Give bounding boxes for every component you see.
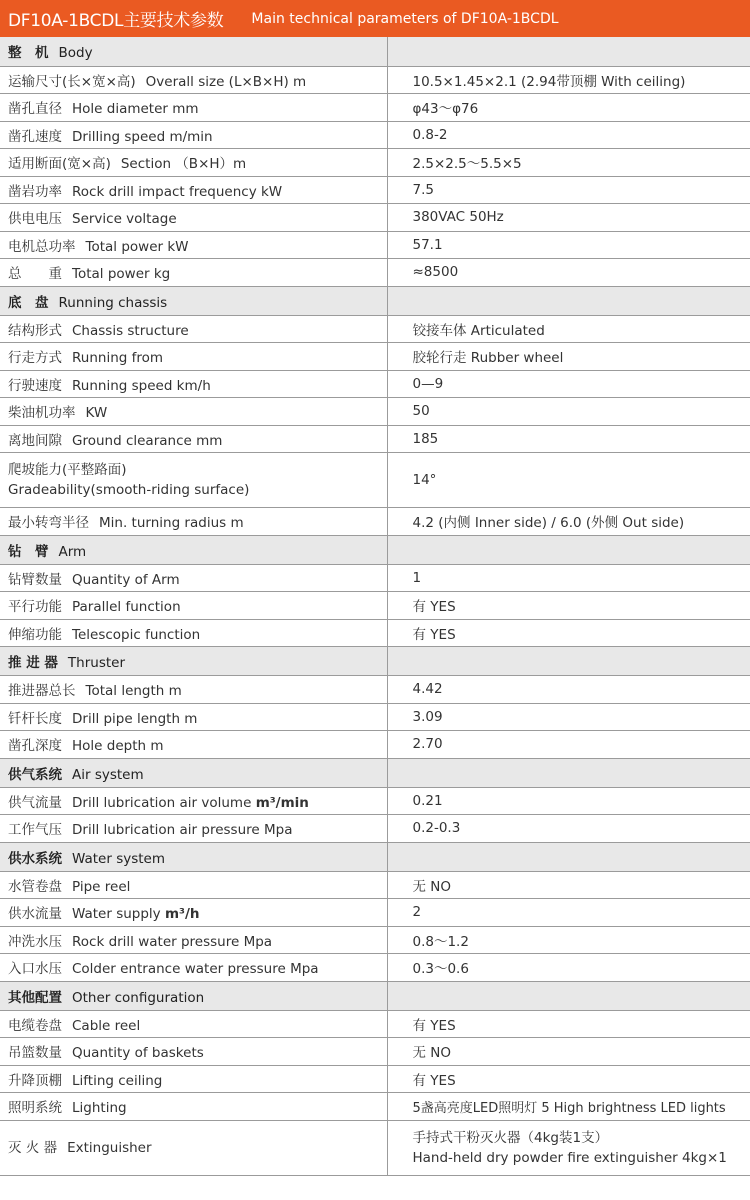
param-value: 铰接车体 Articulated [387, 315, 750, 343]
param-en: Drill pipe length m [72, 710, 198, 727]
param-cn: 最小转弯半径 [8, 515, 89, 532]
param-en: Pipe reel [72, 878, 131, 895]
row-chassis-structure [0, 315, 750, 343]
param-cn: 照明系统 [8, 1100, 62, 1117]
param-value: 0.2-0.3 [387, 815, 750, 843]
param-value: 0.8～1.2 [387, 926, 750, 954]
row-air-pressure [0, 815, 750, 843]
param-cn: 离地间隙 [8, 432, 62, 449]
param-en: Quantity of baskets [72, 1045, 204, 1062]
section-label-en: Running chassis [58, 294, 168, 311]
param-value: 2.70 [387, 731, 750, 759]
param-cn: 供电电压 [8, 211, 62, 228]
param-cn: 供气流量 [8, 794, 62, 811]
param-en: Total power kg [72, 266, 171, 283]
param-cn: 伸缩功能 [8, 626, 62, 643]
section-body [0, 37, 750, 66]
param-cn: 电机总功率 [8, 238, 76, 255]
param-value: 185 [387, 425, 750, 453]
page-header [0, 0, 750, 37]
param-value: 4.2 (内侧 Inner side) / 6.0 (外侧 Out side) [387, 508, 750, 536]
param-cn: 柴油机功率 [8, 405, 76, 422]
row-section [0, 149, 750, 177]
param-en: Running speed km/h [72, 377, 211, 394]
row-total-power [0, 231, 750, 259]
row-diesel-power [0, 398, 750, 426]
row-air-volume [0, 787, 750, 815]
param-value: 0.3～0.6 [387, 954, 750, 982]
param-cn: 行走方式 [8, 350, 62, 367]
row-service-voltage [0, 204, 750, 232]
section-label-cn: 钻 臂 [8, 543, 49, 560]
param-value: 1 [387, 564, 750, 592]
row-running-from [0, 343, 750, 371]
row-ground-clearance [0, 425, 750, 453]
row-water-supply [0, 899, 750, 927]
section-label-en: Water system [72, 850, 166, 867]
param-value: 无 NO [387, 1038, 750, 1066]
param-en: Colder entrance water pressure Mpa [72, 961, 319, 978]
section-label-cn: 其他配置 [8, 989, 62, 1006]
param-cn: 爬坡能力(平整路面) [8, 462, 127, 478]
row-telescopic-function [0, 619, 750, 647]
section-label-en: Air system [72, 766, 144, 783]
row-lifting-ceiling [0, 1065, 750, 1093]
section-label-cn: 供水系统 [8, 850, 62, 867]
param-en: Ground clearance mm [72, 432, 223, 449]
param-en: Min. turning radius m [99, 515, 244, 532]
param-value-cn: 手持式干粉灭火器（4kg装1支） [412, 1129, 609, 1146]
param-value: 有 YES [387, 619, 750, 647]
section-chassis [0, 286, 750, 315]
param-value: 57.1 [387, 231, 750, 259]
param-value: 胶轮行走 Rubber wheel [387, 343, 750, 371]
row-overall-size [0, 66, 750, 94]
param-en: Service voltage [72, 211, 177, 228]
param-cn: 行驶速度 [8, 377, 62, 394]
param-en: Parallel function [72, 599, 181, 616]
param-value: 0.8-2 [387, 121, 750, 149]
section-label-cn: 供气系统 [8, 766, 62, 783]
param-en: Hole depth m [72, 738, 164, 755]
param-cn: 钻臂数量 [8, 571, 62, 588]
param-value: 0—9 [387, 370, 750, 398]
param-en: Chassis structure [72, 322, 189, 339]
param-en: Lifting ceiling [72, 1072, 163, 1089]
param-value: 5盏高亮度LED照明灯 5 High brightness LED lights [387, 1093, 750, 1121]
row-turning-radius [0, 508, 750, 536]
param-en: Total power kW [85, 238, 189, 255]
section-label-en: Other configuration [72, 989, 205, 1006]
param-cn: 凿孔速度 [8, 128, 62, 145]
param-cn: 入口水压 [8, 961, 62, 978]
row-gradeability [0, 453, 750, 508]
param-cn: 吊篮数量 [8, 1045, 62, 1062]
param-value: 2 [387, 899, 750, 927]
param-en: Telescopic function [72, 626, 201, 643]
param-cn: 适用断面(宽×高) [8, 156, 111, 173]
param-value-en: Hand-held dry powder fire extinguisher 4kg×1 [412, 1149, 727, 1166]
param-en: Drill lubrication air volume [72, 794, 252, 811]
param-unit: m³/h [164, 906, 200, 923]
row-lighting [0, 1093, 750, 1121]
row-drill-pipe-length [0, 703, 750, 731]
param-en: Rock drill water pressure Mpa [72, 933, 273, 950]
param-cn: 水管卷盘 [8, 878, 62, 895]
param-unit: m³/min [255, 794, 309, 811]
param-en: Quantity of Arm [72, 571, 180, 588]
param-value: 7.5 [387, 176, 750, 204]
param-en: Extinguisher [67, 1139, 152, 1156]
row-running-speed [0, 370, 750, 398]
row-hole-diameter [0, 94, 750, 122]
param-en: Drill lubrication air pressure Mpa [72, 822, 293, 839]
param-cn: 灭 火 器 [8, 1139, 58, 1156]
row-cable-reel [0, 1010, 750, 1038]
param-en: Total length m [85, 683, 182, 700]
header-title-cn: DF10A-1BCDL主要技术参数 [8, 11, 224, 31]
param-value: 380VAC 50Hz [387, 204, 750, 232]
param-en: Lighting [72, 1100, 127, 1117]
row-entrance-pressure [0, 954, 750, 982]
param-value: ≈8500 [387, 259, 750, 287]
param-cn: 工作气压 [8, 822, 62, 839]
param-cn: 推进器总长 [8, 683, 76, 700]
param-value: 有 YES [387, 1010, 750, 1038]
param-cn: 电缆卷盘 [8, 1017, 62, 1034]
section-other [0, 981, 750, 1010]
section-label-cn: 推 进 器 [8, 655, 58, 671]
row-baskets [0, 1038, 750, 1066]
param-en: Running from [72, 350, 164, 367]
param-en: Rock drill impact frequency kW [72, 183, 283, 200]
param-value: 有 YES [387, 1065, 750, 1093]
param-en: Hole diameter mm [72, 101, 199, 118]
row-drilling-speed [0, 121, 750, 149]
row-total-weight [0, 259, 750, 287]
section-thruster [0, 647, 750, 676]
param-en: Section （B×H）m [120, 156, 247, 173]
param-cn: 冲洗水压 [8, 933, 62, 950]
param-en: Overall size (L×B×H) m [145, 73, 307, 90]
param-value: 3.09 [387, 703, 750, 731]
param-value: 10.5×1.45×2.1 (2.94带顶棚 With ceiling) [387, 66, 750, 94]
section-air [0, 758, 750, 787]
param-value: 0.21 [387, 787, 750, 815]
param-en: KW [85, 405, 108, 422]
row-extinguisher [0, 1120, 750, 1175]
param-cn: 凿岩功率 [8, 183, 62, 200]
param-en: Water supply [72, 906, 161, 923]
row-water-pressure [0, 926, 750, 954]
param-cn: 总 重 [8, 266, 62, 283]
param-cn: 钎杆长度 [8, 710, 62, 727]
section-water [0, 842, 750, 871]
param-value: 有 YES [387, 592, 750, 620]
row-pipe-reel [0, 871, 750, 899]
section-label-en: Arm [58, 543, 87, 560]
row-hole-depth [0, 731, 750, 759]
param-value: 无 NO [387, 871, 750, 899]
param-cn: 供水流量 [8, 906, 62, 923]
section-label-cn: 底 盘 [8, 294, 49, 311]
row-parallel-function [0, 592, 750, 620]
param-en: Gradeability(smooth-riding surface) [8, 482, 250, 498]
param-cn: 平行功能 [8, 599, 62, 616]
row-arm-quantity [0, 564, 750, 592]
param-value: 4.42 [387, 676, 750, 704]
param-en: Cable reel [72, 1017, 141, 1034]
spec-table [0, 37, 750, 1176]
row-impact-frequency [0, 176, 750, 204]
param-en: Drilling speed m/min [72, 128, 213, 145]
param-value: 50 [387, 398, 750, 426]
param-value: 2.5×2.5～5.5×5 [387, 149, 750, 177]
param-value: 14° [387, 453, 750, 508]
header-title-en: Main technical parameters of DF10A-1BCDL [251, 10, 559, 27]
section-label-en: Body [58, 45, 93, 62]
row-thruster-length [0, 676, 750, 704]
param-cn: 凿孔直径 [8, 101, 62, 118]
param-value: φ43～φ76 [387, 94, 750, 122]
section-label-en: Thruster [67, 655, 125, 671]
param-cn: 结构形式 [8, 322, 62, 339]
section-arm [0, 535, 750, 564]
param-cn: 运输尺寸(长×宽×高) [8, 73, 136, 90]
section-label-cn: 整 机 [8, 45, 49, 62]
param-cn: 升降顶棚 [8, 1072, 62, 1089]
param-cn: 凿孔深度 [8, 738, 62, 755]
